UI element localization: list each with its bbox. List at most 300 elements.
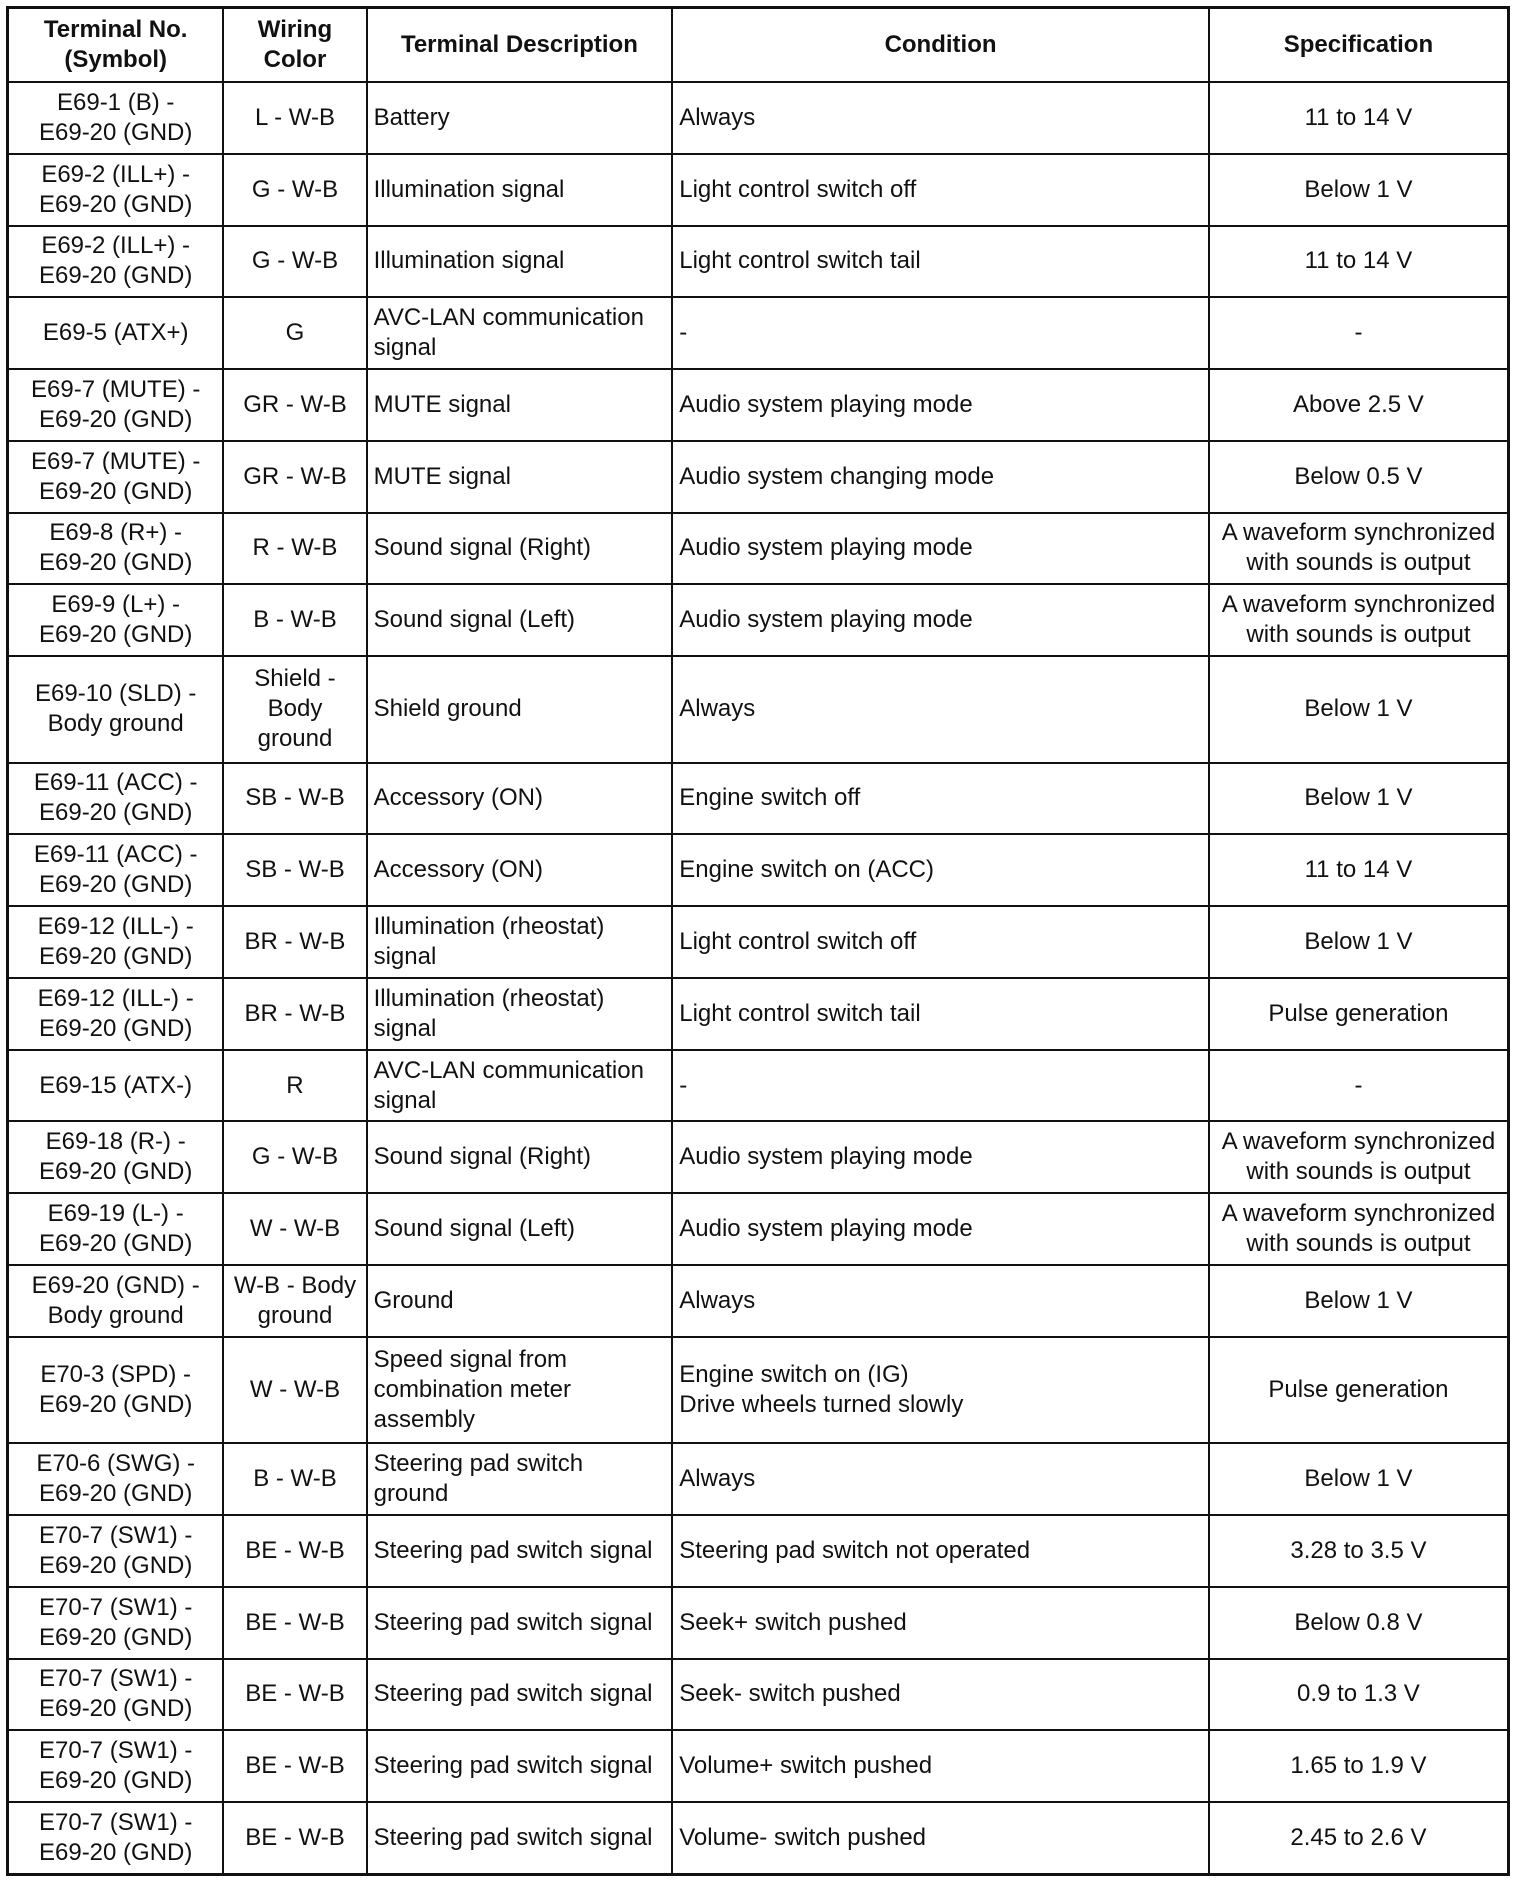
cell-wiring-color-line: R: [286, 1071, 304, 1099]
cell-specification: [1209, 656, 1509, 762]
header-specification: Specification: [1209, 8, 1509, 83]
cell-terminal-line: E69-12 (ILL-) -: [37, 913, 194, 941]
cell-specification-line: Below 1 V: [1304, 1465, 1413, 1493]
cell-wiring-color: [223, 82, 366, 154]
cell-condition: [672, 369, 1209, 441]
cell-wiring-color-line: GR - W-B: [243, 462, 347, 490]
table-row: [8, 513, 1509, 585]
cell-terminal-description: [367, 297, 673, 369]
cell-condition: [672, 1730, 1209, 1802]
cell-terminal-description-line: Steering pad switch signal: [373, 1752, 653, 1780]
cell-wiring-color: [223, 154, 366, 226]
cell-terminal-description-line: signal: [373, 1086, 437, 1114]
cell-terminal: [8, 1050, 224, 1122]
cell-wiring-color: [223, 1659, 366, 1731]
cell-specification-line: Above 2.5 V: [1293, 390, 1424, 418]
table-row: [8, 441, 1509, 513]
cell-terminal-line: E69-20 (GND): [38, 1480, 193, 1508]
cell-condition-line: Volume- switch pushed: [679, 1824, 927, 1852]
cell-wiring-color: [223, 834, 366, 906]
cell-terminal: [8, 154, 224, 226]
cell-terminal: [8, 226, 224, 298]
cell-terminal: [8, 1121, 224, 1193]
table-row: [8, 1515, 1509, 1587]
cell-specification-line: Below 1 V: [1304, 1286, 1413, 1314]
cell-terminal-line: E69-5 (ATX+): [42, 319, 189, 347]
cell-condition: [672, 906, 1209, 978]
table-row: [8, 1730, 1509, 1802]
cell-terminal-description-line: Sound signal (Right): [373, 534, 592, 562]
cell-terminal-description-line: Illumination (rheostat): [373, 913, 605, 941]
cell-specification-line: 11 to 14 V: [1304, 247, 1413, 275]
cell-terminal-line: E69-20 (GND): [38, 1390, 193, 1418]
cell-terminal: [8, 1265, 224, 1337]
cell-terminal-line: E69-20 (GND): [38, 1014, 193, 1042]
table-row: [8, 1802, 1509, 1874]
cell-wiring-color-line: W - W-B: [249, 1215, 341, 1243]
cell-specification: [1209, 1587, 1509, 1659]
table-row: [8, 906, 1509, 978]
table-row: [8, 1265, 1509, 1337]
cell-terminal-line: E69-20 (GND) -: [31, 1271, 200, 1299]
cell-terminal-description: [367, 906, 673, 978]
cell-terminal-line: E69-20 (GND): [38, 1551, 193, 1579]
cell-specification: [1209, 763, 1509, 835]
cell-specification: [1209, 834, 1509, 906]
cell-terminal: [8, 297, 224, 369]
cell-terminal-description: [367, 1730, 673, 1802]
cell-terminal-line: Body ground: [47, 1301, 184, 1329]
cell-specification: [1209, 369, 1509, 441]
cell-terminal-description: [367, 1587, 673, 1659]
table-row: [8, 1587, 1509, 1659]
table-row: [8, 584, 1509, 656]
cell-terminal: [8, 1659, 224, 1731]
cell-terminal-line: E69-20 (GND): [38, 799, 193, 827]
cell-wiring-color: [223, 1050, 366, 1122]
cell-condition-line: Audio system changing mode: [679, 462, 995, 490]
cell-terminal-description: [367, 656, 673, 762]
cell-terminal-description: [367, 978, 673, 1050]
cell-terminal-description: [367, 1337, 673, 1443]
cell-terminal-line: E69-20 (GND): [38, 1839, 193, 1867]
cell-terminal-description-line: Steering pad switch signal: [373, 1680, 653, 1708]
cell-condition-line: Audio system playing mode: [679, 606, 973, 634]
cell-wiring-color-line: SB - W-B: [245, 784, 345, 812]
cell-terminal-line: E69-20 (GND): [38, 262, 193, 290]
cell-terminal-line: E69-20 (GND): [38, 1158, 193, 1186]
cell-terminal-line: E69-1 (B) -: [56, 88, 175, 116]
table-row: [8, 978, 1509, 1050]
cell-specification-line: 11 to 14 V: [1304, 856, 1413, 884]
cell-terminal-description-line: Ground: [373, 1286, 454, 1314]
cell-condition: [672, 1193, 1209, 1265]
cell-wiring-color-line: L - W-B: [254, 103, 335, 131]
cell-condition-line: Seek- switch pushed: [679, 1680, 901, 1708]
cell-condition-line: Engine switch on (ACC): [679, 856, 934, 884]
cell-terminal-line: E69-2 (ILL+) -: [41, 160, 191, 188]
table-body: [8, 82, 1509, 1875]
cell-wiring-color: [223, 297, 366, 369]
cell-terminal: [8, 441, 224, 513]
cell-condition-line: Volume+ switch pushed: [679, 1752, 933, 1780]
cell-condition-line: Audio system playing mode: [679, 1143, 973, 1171]
cell-terminal-description-line: Battery: [373, 103, 450, 131]
cell-specification: [1209, 1515, 1509, 1587]
cell-specification: [1209, 1193, 1509, 1265]
cell-terminal-description-line: signal: [373, 1014, 437, 1042]
table-row: [8, 1193, 1509, 1265]
cell-terminal-line: E69-18 (R-) -: [45, 1128, 186, 1156]
cell-terminal-description: [367, 154, 673, 226]
cell-specification: [1209, 1337, 1509, 1443]
cell-terminal-line: E69-20 (GND): [38, 1767, 193, 1795]
cell-specification-line: 2.45 to 2.6 V: [1290, 1824, 1427, 1852]
cell-terminal-line: E69-11 (ACC) -: [33, 841, 198, 869]
cell-condition: [672, 834, 1209, 906]
cell-terminal-description: [367, 1443, 673, 1515]
cell-wiring-color-line: Body: [267, 695, 323, 723]
cell-terminal-description: [367, 441, 673, 513]
cell-condition: [672, 763, 1209, 835]
cell-wiring-color: [223, 226, 366, 298]
cell-specification-line: A waveform synchronized: [1221, 519, 1496, 547]
cell-condition: [672, 1443, 1209, 1515]
cell-terminal-description-line: Accessory (ON): [373, 856, 543, 884]
table-row: [8, 656, 1509, 762]
cell-specification-line: Below 1 V: [1304, 928, 1413, 956]
cell-terminal: [8, 1443, 224, 1515]
cell-condition: [672, 1659, 1209, 1731]
cell-wiring-color-line: W-B - Body: [233, 1271, 357, 1299]
cell-condition-line: Light control switch tail: [679, 247, 921, 275]
cell-specification: [1209, 1443, 1509, 1515]
cell-terminal-description-line: MUTE signal: [373, 390, 511, 418]
cell-condition-line: Light control switch tail: [679, 999, 921, 1027]
cell-specification-line: 1.65 to 1.9 V: [1290, 1752, 1427, 1780]
cell-terminal-description-line: signal: [373, 334, 437, 362]
cell-condition-line: Always: [679, 1286, 756, 1314]
cell-condition-line: Light control switch off: [679, 928, 917, 956]
cell-terminal-description-line: Sound signal (Right): [373, 1143, 592, 1171]
cell-terminal-line: E69-20 (GND): [38, 1230, 193, 1258]
cell-specification: [1209, 1659, 1509, 1731]
cell-terminal: [8, 1802, 224, 1874]
table-row: [8, 154, 1509, 226]
cell-wiring-color-line: BR - W-B: [244, 999, 346, 1027]
cell-wiring-color-line: G: [285, 319, 305, 347]
cell-terminal-description-line: Steering pad switch signal: [373, 1608, 653, 1636]
cell-condition: [672, 513, 1209, 585]
cell-condition: [672, 297, 1209, 369]
cell-wiring-color-line: ground: [257, 725, 333, 753]
cell-wiring-color: [223, 1443, 366, 1515]
cell-terminal-description-line: Steering pad switch: [373, 1450, 584, 1478]
cell-specification: [1209, 1802, 1509, 1874]
cell-wiring-color-line: Shield -: [254, 665, 336, 693]
cell-condition-line: Audio system playing mode: [679, 1215, 973, 1243]
cell-condition: [672, 1265, 1209, 1337]
cell-condition-line: Seek+ switch pushed: [679, 1608, 907, 1636]
cell-terminal: [8, 1515, 224, 1587]
cell-terminal-line: E69-20 (GND): [38, 549, 193, 577]
cell-terminal-line: E69-20 (GND): [38, 1695, 193, 1723]
cell-wiring-color-line: G - W-B: [251, 175, 339, 203]
cell-condition: [672, 584, 1209, 656]
cell-specification-line: A waveform synchronized: [1221, 1200, 1496, 1228]
cell-terminal-line: E69-20 (GND): [38, 621, 193, 649]
cell-wiring-color-line: W - W-B: [249, 1375, 341, 1403]
cell-terminal-description: [367, 1193, 673, 1265]
cell-wiring-color-line: BE - W-B: [245, 1608, 345, 1636]
cell-wiring-color-line: BE - W-B: [245, 1824, 345, 1852]
cell-terminal-line: E69-20 (GND): [38, 943, 193, 971]
cell-wiring-color: [223, 441, 366, 513]
cell-specification-line: Below 0.5 V: [1294, 462, 1423, 490]
cell-wiring-color-line: ground: [257, 1301, 333, 1329]
cell-wiring-color: [223, 1730, 366, 1802]
cell-terminal-line: E70-7 (SW1) -: [38, 1521, 193, 1549]
cell-terminal: [8, 906, 224, 978]
cell-condition-line: Engine switch on (IG): [679, 1360, 909, 1388]
cell-terminal-line: E70-6 (SWG) -: [36, 1450, 196, 1478]
cell-condition-line: -: [679, 319, 688, 347]
cell-wiring-color-line: G - W-B: [251, 1143, 339, 1171]
cell-terminal-line: E69-20 (GND): [38, 871, 193, 899]
cell-terminal-description: [367, 369, 673, 441]
cell-specification: [1209, 297, 1509, 369]
table-row: [8, 1121, 1509, 1193]
cell-specification-line: A waveform synchronized: [1221, 1128, 1496, 1156]
cell-wiring-color-line: BE - W-B: [245, 1752, 345, 1780]
table-row: [8, 763, 1509, 835]
cell-terminal-line: E69-7 (MUTE) -: [31, 447, 201, 475]
cell-terminal: [8, 834, 224, 906]
cell-specification-line: Below 0.8 V: [1294, 1608, 1423, 1636]
cell-terminal-line: E69-7 (MUTE) -: [31, 375, 201, 403]
cell-terminal-description-line: AVC-LAN communication: [373, 304, 644, 332]
cell-terminal-description: [367, 1050, 673, 1122]
cell-wiring-color: [223, 1337, 366, 1443]
cell-terminal-description-line: combination meter: [373, 1375, 572, 1403]
cell-wiring-color-line: BE - W-B: [245, 1536, 345, 1564]
cell-terminal-description: [367, 226, 673, 298]
cell-specification: [1209, 1265, 1509, 1337]
cell-specification: [1209, 82, 1509, 154]
cell-condition-line: Drive wheels turned slowly: [679, 1390, 964, 1418]
cell-specification-line: 3.28 to 3.5 V: [1290, 1536, 1427, 1564]
cell-terminal: [8, 369, 224, 441]
cell-terminal-description: [367, 584, 673, 656]
header-terminal-description: Terminal Description: [367, 8, 673, 83]
cell-wiring-color: [223, 1265, 366, 1337]
cell-condition: [672, 1587, 1209, 1659]
cell-specification-line: with sounds is output: [1246, 621, 1471, 649]
cell-terminal-description-line: Sound signal (Left): [373, 1215, 576, 1243]
cell-terminal-description: [367, 763, 673, 835]
cell-wiring-color: [223, 763, 366, 835]
cell-terminal-description-line: Illumination signal: [373, 175, 565, 203]
cell-wiring-color-line: BR - W-B: [244, 928, 346, 956]
table-row: [8, 1443, 1509, 1515]
cell-terminal-line: E69-15 (ATX-): [39, 1071, 193, 1099]
table-row: [8, 82, 1509, 154]
cell-specification-line: A waveform synchronized: [1221, 591, 1496, 619]
cell-terminal: [8, 1337, 224, 1443]
table-row: [8, 1659, 1509, 1731]
cell-condition-line: Steering pad switch not operated: [679, 1536, 1031, 1564]
cell-specification-line: 0.9 to 1.3 V: [1297, 1680, 1420, 1708]
cell-terminal-description-line: Illumination signal: [373, 247, 565, 275]
cell-terminal-line: E69-20 (GND): [38, 118, 193, 146]
cell-terminal-line: E70-7 (SW1) -: [38, 1665, 193, 1693]
cell-condition-line: Audio system playing mode: [679, 534, 973, 562]
cell-terminal-description: [367, 82, 673, 154]
cell-terminal-line: E69-20 (GND): [38, 190, 193, 218]
cell-terminal-description-line: ground: [373, 1480, 449, 1508]
cell-specification-line: Pulse generation: [1268, 999, 1449, 1027]
cell-wiring-color: [223, 1121, 366, 1193]
cell-terminal-line: E69-20 (GND): [38, 405, 193, 433]
cell-terminal-line: E69-20 (GND): [38, 1623, 193, 1651]
cell-wiring-color-line: B - W-B: [253, 1465, 337, 1493]
cell-wiring-color: [223, 1193, 366, 1265]
cell-specification-line: 11 to 14 V: [1304, 103, 1413, 131]
cell-specification-line: with sounds is output: [1246, 549, 1471, 577]
table-row: [8, 369, 1509, 441]
cell-terminal-line: E69-8 (R+) -: [49, 519, 183, 547]
cell-wiring-color-line: B - W-B: [253, 606, 337, 634]
cell-wiring-color-line: R - W-B: [252, 534, 338, 562]
cell-specification-line: -: [1354, 1071, 1363, 1099]
cell-specification: [1209, 226, 1509, 298]
cell-terminal-description-line: MUTE signal: [373, 462, 511, 490]
cell-terminal-description-line: Sound signal (Left): [373, 606, 576, 634]
cell-terminal-description-line: Accessory (ON): [373, 784, 543, 812]
cell-condition-line: Always: [679, 103, 756, 131]
table-row: [8, 297, 1509, 369]
cell-terminal-line: E69-20 (GND): [38, 477, 193, 505]
cell-terminal-description-line: Illumination (rheostat): [373, 984, 605, 1012]
cell-specification-line: with sounds is output: [1246, 1158, 1471, 1186]
cell-terminal: [8, 978, 224, 1050]
cell-wiring-color: [223, 1802, 366, 1874]
cell-condition: [672, 82, 1209, 154]
cell-specification-line: Below 1 V: [1304, 784, 1413, 812]
cell-condition-line: Always: [679, 695, 756, 723]
header-condition: Condition: [672, 8, 1209, 83]
cell-specification-line: with sounds is output: [1246, 1230, 1471, 1258]
cell-specification-line: -: [1354, 319, 1363, 347]
cell-terminal: [8, 763, 224, 835]
table-row: [8, 834, 1509, 906]
cell-wiring-color: [223, 656, 366, 762]
cell-condition: [672, 1802, 1209, 1874]
header-terminal: Terminal No. (Symbol): [8, 8, 224, 83]
cell-wiring-color: [223, 513, 366, 585]
cell-terminal-line: E69-12 (ILL-) -: [37, 984, 194, 1012]
cell-terminal-description: [367, 1121, 673, 1193]
table-row: [8, 1337, 1509, 1443]
cell-terminal: [8, 656, 224, 762]
cell-terminal-description-line: signal: [373, 943, 437, 971]
cell-terminal-line: E69-19 (L-) -: [47, 1200, 184, 1228]
cell-specification: [1209, 513, 1509, 585]
cell-wiring-color-line: SB - W-B: [245, 856, 345, 884]
cell-terminal-description-line: AVC-LAN communication: [373, 1056, 644, 1084]
cell-terminal-description: [367, 834, 673, 906]
cell-condition: [672, 154, 1209, 226]
cell-condition: [672, 1515, 1209, 1587]
cell-terminal-description-line: Speed signal from: [373, 1345, 568, 1373]
cell-specification: [1209, 441, 1509, 513]
cell-condition-line: Always: [679, 1465, 756, 1493]
cell-condition-line: Audio system playing mode: [679, 390, 973, 418]
cell-condition-line: -: [679, 1071, 688, 1099]
cell-terminal-description-line: Steering pad switch signal: [373, 1536, 653, 1564]
cell-terminal: [8, 1193, 224, 1265]
table-row: [8, 226, 1509, 298]
cell-terminal-line: E69-2 (ILL+) -: [41, 232, 191, 260]
header-row: [8, 8, 1509, 83]
cell-terminal: [8, 513, 224, 585]
cell-terminal: [8, 82, 224, 154]
cell-terminal: [8, 584, 224, 656]
cell-specification-line: Below 1 V: [1304, 695, 1413, 723]
cell-specification: [1209, 1121, 1509, 1193]
cell-terminal-line: Body ground: [47, 710, 184, 738]
cell-condition-line: Engine switch off: [679, 784, 861, 812]
cell-condition: [672, 656, 1209, 762]
cell-terminal-description-line: Shield ground: [373, 695, 522, 723]
cell-wiring-color: [223, 906, 366, 978]
cell-terminal-line: E70-3 (SPD) -: [40, 1360, 192, 1388]
cell-wiring-color-line: GR - W-B: [243, 390, 347, 418]
cell-condition-line: Light control switch off: [679, 175, 917, 203]
cell-terminal-line: E69-10 (SLD) -: [34, 680, 197, 708]
cell-terminal-description: [367, 513, 673, 585]
cell-specification: [1209, 1730, 1509, 1802]
cell-wiring-color-line: G - W-B: [251, 247, 339, 275]
cell-terminal-line: E69-9 (L+) -: [51, 591, 181, 619]
cell-terminal-description: [367, 1802, 673, 1874]
cell-terminal-description-line: Steering pad switch signal: [373, 1824, 653, 1852]
cell-condition: [672, 441, 1209, 513]
cell-wiring-color-line: BE - W-B: [245, 1680, 345, 1708]
cell-condition: [672, 1121, 1209, 1193]
cell-condition: [672, 978, 1209, 1050]
table-row: [8, 1050, 1509, 1122]
cell-specification: [1209, 978, 1509, 1050]
cell-specification: [1209, 1050, 1509, 1122]
cell-specification: [1209, 154, 1509, 226]
cell-terminal-line: E70-7 (SW1) -: [38, 1593, 193, 1621]
cell-condition: [672, 226, 1209, 298]
cell-wiring-color: [223, 978, 366, 1050]
cell-specification-line: Below 1 V: [1304, 175, 1413, 203]
cell-terminal-description: [367, 1515, 673, 1587]
cell-wiring-color: [223, 369, 366, 441]
cell-terminal: [8, 1730, 224, 1802]
cell-terminal-description: [367, 1265, 673, 1337]
cell-specification: [1209, 584, 1509, 656]
cell-terminal-line: E70-7 (SW1) -: [38, 1809, 193, 1837]
cell-terminal-description: [367, 1659, 673, 1731]
cell-terminal-line: E69-11 (ACC) -: [33, 769, 198, 797]
cell-wiring-color: [223, 584, 366, 656]
header-wiring-color: Wiring Color: [223, 8, 366, 83]
cell-terminal: [8, 1587, 224, 1659]
